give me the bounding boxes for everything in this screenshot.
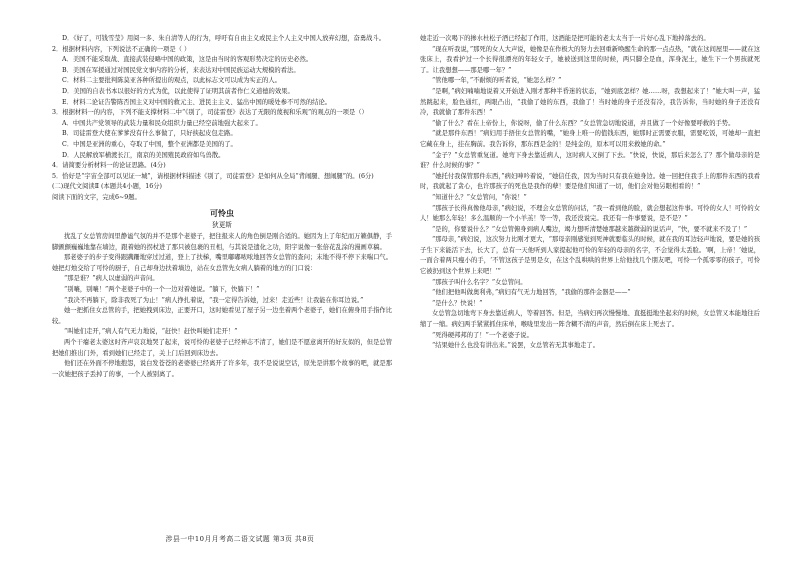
section-instruction: 阅读下面的文字，完成6~9题。	[52, 193, 141, 201]
story-paragraph: “别嚷，别嚷！”两个老婆子中的一个一边对着她说。“躺下，快躺下！”	[64, 286, 260, 294]
story-paragraph: “现在听我说，”那死的女人大声说，她像是在作极大的努力去回重新唤醒生命的那一点点热，“就在这间屋里——就在这张床上，我看护过一个长得很漂亮的年轻女子，她被送到这里的时候，两只脚全是血，浑身泥土，她生下一个男孩就死了。让我想想——那是哪一年？”	[420, 45, 760, 74]
story-title: 可怜虫	[210, 207, 234, 218]
story-paragraph: “她托付我保管那件东西，”病妇呻吟着说，“她信任我，因为当时只有我在她身边。她一回把住我手上的那件东西的我看时，我就起了贪心，也许那孩子的死也是我作的孽！要是他们知道了一切，他们会对他另眼相看的！”	[420, 172, 760, 191]
story-paragraph: 女总管急切地弯下身去靠近病人，等着回答。但是，当病妇再次慢慢地、直挺挺地坐起来的时候，女总管又本能地往后缩了一缩。病妇两手紧紧抓住床单，喉咙里发出一阵含糊不清的声音，然后倒在床上死去了。	[420, 310, 760, 329]
question-1-option-d: D．《好了，可钱雪莹》用阅一多、朱自清等人的行为，呼吁有自由主义或民主个人主义中国人放弃幻想，奋勇战斗。	[62, 35, 386, 42]
story-paragraph: 那老婆子的步子变得跟蹒跚地穿过过道，登上了扶梯，嘴里嘟嘟哝哝地回答女总管的查问；末地不得不停下来喘口气。她把灯烛交给了可怜的厨子，自己却身边扶着墙边，站在女总管先女病人躺着的地方的门口说：	[52, 254, 392, 272]
story-paragraph: “叫她们走开，”病人有气无力地说，“赶快！赶快叫她们走开！”	[64, 328, 238, 336]
story-paragraph: “死得硬邦邦的了！”一个老婆子说。	[432, 331, 533, 339]
story-paragraph: “我决不再躺下，除非我死了为止！”病人挣扎着说，“我一定得告诉她，过来！走近些！让我能在你耳边说。”	[64, 296, 364, 304]
question-2-option-a: A．美国不能采取战、直接武装侵略中国的政策，这是由当时的客观形势决定的历史必然。	[62, 56, 313, 64]
question-3-option-b: B．司徒雷登大使在爹爹没有什么事做了，只好挟起皮包走路。	[62, 130, 237, 138]
story-paragraph: 两个干瘪老太婆这时齐声哀哀地哭了起来，说可怜的老婆子已经神志不清了，她们是不愿意离开的好友似的，但是总管把她们推出门外，看到她们已经走了，关上门后回到床边去。	[52, 339, 392, 357]
story-paragraph: “是的，你要说什么？”女总管俯身到病人嘴边，竭力想听清楚她那越来越微弱的说话声，“快，要不就来不及了！”	[432, 225, 748, 233]
story-paragraph: “是啊，”病妇喃喃地说着又开始进入刚才那种半昏迷的状态，“她到底怎样？她……呀，我想起来了！”她大叫一声，猛然跳起来，脸色通红，两眼凸出，“我偷了她的东西，我偷了！当时她的身子还没有冷，我告诉你，当时她的身子还没有冷，我就偷了那件东西！”	[420, 87, 760, 117]
story-paragraph: 她一把抓住女总管的手，把她拽到床边，正要开口，这时她看见了屋子另一边坐着两个老婆子，她们在俯身用手指作比较。	[52, 307, 392, 325]
question-5: 5．恰好是“宇宙全部可以见证一城”，请根据材料描述《别了，司徒雷登》是如何从全局“背闹腿、想闹腿”的。(6分)	[52, 172, 374, 180]
question-3-stem: 3．根据材料一的内容，下列不能支撑材料二中“《别了，司徒雷登》表达了无限的蔑视和乐观”的观点的一项是（）	[52, 109, 368, 117]
story-paragraph: “那母亲，”病妇说，这次努力比刚才更大，“那母亲刚感觉到死神就要临头的时候，就在我的耳边轻声地说，要是她的孩子生下来能活下去，长大了，总有一天他听到人家提起他可怜的年轻的母亲的名字，不会觉得太丢脸。‘啊，上帝！’她说，一面合着两只瘦小的手，‘不管这孩子是男是女，在这个乱哄哄的世界上给他找几个朋友吧，可怜一个孤零零的孩子，可怜它被扔到这个世界上来吧！’”	[420, 236, 760, 276]
question-2-option-d: D．美国的自表书本以很好的方式为优，以此使得了证明其前者作仁义道德的效果。	[62, 87, 294, 95]
story-paragraph: “就是那件东西！”病妇用手捂住女总管的嘴，“她身上唯一的值钱东西，她那时正需要衣服，需要吃饭，可她却一直把它藏在身上，挂在胸前。我告诉你，那东西是金的！是纯金的，原本可以用来救她的命。”	[420, 130, 760, 148]
story-paragraph: “金子？”女总管重复道。她弯下身去靠近病人，这时病人又倒了下去。“快说，快说，那后来怎么了？那个做母亲的是谁？什么时候的事？”	[420, 151, 760, 170]
story-paragraph: “管他哪一年，”不耐烦的听者说，“她怎么样？”	[432, 77, 562, 85]
section-heading: (二)现代文阅读Ⅱ (本题共4小题，16分)	[52, 183, 162, 191]
story-paragraph: “结果她什么也没有讲出来。”说罢，女总管若无其事地走了。	[432, 342, 600, 350]
page-footer: 涉县一中10月月考高二语文试题 第3页 共8页	[165, 535, 315, 543]
story-paragraph: 他们还在外面不停地抱怨，说白发苍苍的老婆婆已经离开了许多年，我不是说说空话，原先是讲那个故事的吧，就是那一次她把孩子丢掉了的事，一个人被别离了。	[52, 360, 392, 378]
question-2-stem: 2．根据材料内容，下列说法不正确的一项是（ ）	[52, 45, 191, 53]
left-column	[52, 34, 392, 380]
right-column	[420, 34, 760, 352]
question-4: 4．请简要分析材料一的论证思路。(4分)	[52, 162, 166, 170]
story-paragraph: “偷了什么？看在上帝份上，你说呀，偷了什么东西？”女总管急切地说道，并且做了一个好像要呼救的手势。	[432, 119, 735, 127]
story-paragraph: “那孩子叫什么名字？”女总管问。	[432, 278, 527, 286]
story-paragraph: “那是谁？”病人以虚弱的声音问。	[64, 275, 159, 283]
question-3-option-d: D．人民解放军横渡长江，南京的美国殖民政府如鸟兽散。	[62, 151, 225, 159]
question-3-option-a: A．中国共产党领导的武装力量和民众组织力量已经空前地强大起来了。	[62, 119, 262, 127]
question-2-option-e: E．材料二论证告警陈否国主义对中国的救元主、进民主主义、猛出中国的暖处参不可然的结论。	[62, 98, 332, 106]
question-3-option-c: C．中国是亚洲的重心，夺取了中国，整个亚洲都是美国的了。	[62, 140, 237, 148]
question-2-option-b: B．美国在军援通过对国民党文事内容的分析，来表达对中国民族运动大规模的看法。	[62, 66, 300, 74]
story-paragraph: “他们把他叫做奥利弗，”病妇有气无力地回答，“我偷的那件金器是——”	[432, 289, 631, 297]
story-paragraph: “那孩子长得真像他母亲，”病妇说，不理会女总管的问话，“我一看到他的脸，就会想起这件事。可怜的女人！可怜的女人！她那么年轻！多么温顺的一个小羊羔！等一等，我还没说完。我还有一件事要说，是不是？”	[420, 204, 760, 223]
story-author: 狄更斯	[212, 220, 232, 229]
story-paragraph: “是什么？快说！”	[432, 299, 483, 307]
story-paragraph: “知道什么？”女总管问，“你说！”	[432, 193, 527, 201]
question-2-option-c: C．材料二主要批判陈莫亚各种所提出的观点，以此标志文可以成为实正的人。	[62, 77, 281, 85]
story-paragraph: 她走近一次喝下的掺水杜松子酒已经起了作用，这酒能是把可能的老太太当于一片好心乱下地掉落去的。	[420, 35, 710, 42]
story-paragraph: 扰乱了女总管房间里静谧气氛的并不是那个老婆子，把往报来人的角色倒是刚合适的。她因为上了年纪而万籁俱静，手脚颤颤巍巍地靠在墙边，跟着她的拐杖进了那只被包裹的丑相，与其说是遗化之功，阳宇说像一张倍花乱涂的漫画草稿。	[52, 233, 392, 251]
